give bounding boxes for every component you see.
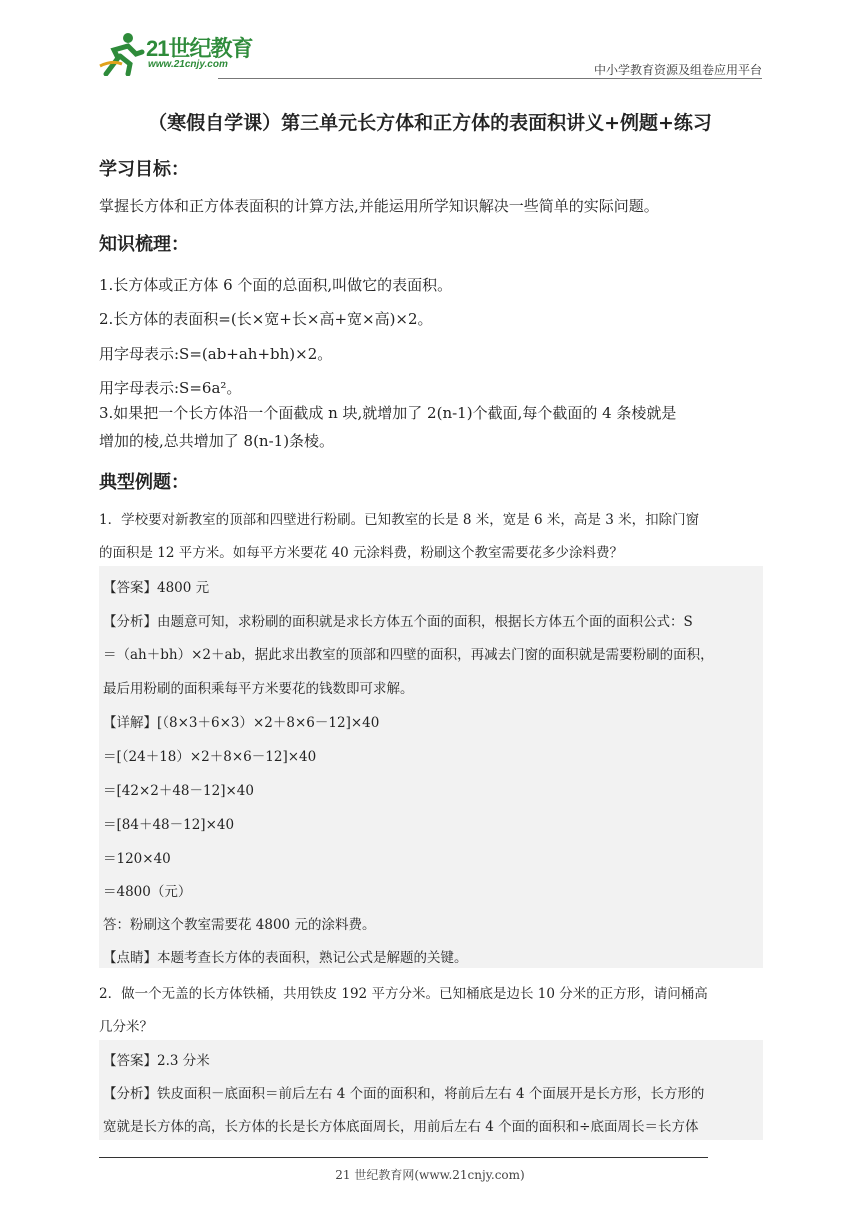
- question-1-line-2: 的面积是 12 平方米。如每平方米要花 40 元涂料费，粉刷这个教室需要花多少涂料费？: [99, 545, 624, 561]
- header-platform-text: 中小学教育资源及组卷应用平台: [593, 63, 762, 77]
- detail-1-line-3: ＝[42×2＋48－12]×40: [103, 783, 254, 799]
- detail-1-line-5: ＝120×40: [103, 851, 171, 867]
- knowledge-heading: 知识梳理：: [99, 234, 189, 255]
- footer-text: 21 世纪教育网(www.21cnjy.com): [335, 1168, 525, 1182]
- detail-1-line-6: ＝4800（元）: [103, 884, 192, 900]
- detail-1-conclusion: 答：粉刷这个教室需要花 4800 元的涂料费。: [103, 917, 376, 933]
- examples-heading: 典型例题：: [99, 472, 189, 493]
- footer-divider: [99, 1157, 708, 1158]
- analysis-1-line-2: ＝（ah＋bh）×2＋ab，据此求出教室的顶部和四壁的面积，再减去门窗的面积就是需要粉刷的面积，: [103, 647, 714, 663]
- detail-1-line-4: ＝[84＋48－12]×40: [103, 817, 235, 833]
- question-2-line-2: 几分米？: [99, 1019, 153, 1035]
- knowledge-line-3: 用字母表示:S=(ab+ah+bh)×2。: [99, 345, 333, 363]
- detail-1-line-2: ＝[（24＋18）×2＋8×6－12]×40: [103, 749, 317, 765]
- answer-2: 【答案】2.3 分米: [103, 1053, 210, 1069]
- header-divider: [218, 78, 762, 79]
- knowledge-line-4: 用字母表示:S=6a²。: [99, 379, 242, 397]
- runner-icon: [98, 30, 146, 76]
- logo-text: 21世纪教育: [146, 36, 253, 61]
- answer-1: 【答案】4800 元: [103, 580, 210, 596]
- analysis-2-line-2: 宽就是长方体的高，长方体的长是长方体底面周长，用前后左右 4 个面的面积和÷底面周长＝长方体: [103, 1119, 699, 1135]
- logo-url: www.21cnjy.com: [148, 59, 228, 70]
- analysis-1-line-1: 【分析】由题意可知，求粉刷的面积就是求长方体五个面的面积，根据长方体五个面的面积公式：S: [103, 614, 693, 630]
- goal-text: 掌握长方体和正方体表面积的计算方法,并能运用所学知识解决一些简单的实际问题。: [99, 197, 659, 215]
- knowledge-line-5b: 增加的棱,总共增加了 8(n-1)条棱。: [99, 432, 335, 450]
- site-logo: [98, 30, 268, 78]
- analysis-1-line-3: 最后用粉刷的面积乘每平方米要花的钱数即可求解。: [103, 681, 414, 697]
- knowledge-line-1: 1.长方体或正方体 6 个面的总面积,叫做它的表面积。: [99, 276, 453, 294]
- page-title: （寒假自学课）第三单元长方体和正方体的表面积讲义+例题+练习: [148, 112, 712, 134]
- knowledge-line-5a: 3.如果把一个长方体沿一个面截成 n 块,就增加了 2(n-1)个截面,每个截面的 4 条棱就是: [99, 404, 677, 422]
- knowledge-line-2: 2.长方体的表面积=(长×宽+长×高+宽×高)×2。: [99, 310, 433, 328]
- page-header: [98, 30, 762, 80]
- goal-heading: 学习目标：: [99, 159, 189, 180]
- detail-1-line-1: 【详解】[（8×3＋6×3）×2＋8×6－12]×40: [103, 715, 380, 731]
- question-1-line-1: 1．学校要对新教室的顶部和四壁进行粉刷。已知教室的长是 8 米，宽是 6 米，高是 3 米，扣除门窗: [99, 512, 700, 528]
- analysis-2-line-1: 【分析】铁皮面积－底面积＝前后左右 4 个面的面积和，将前后左右 4 个面展开是长方形，长方形的: [103, 1086, 705, 1102]
- question-2-line-1: 2．做一个无盖的长方体铁桶，共用铁皮 192 平方分米。已知桶底是边长 10 分米的正方形，请问桶高: [99, 986, 708, 1002]
- comment-1: 【点睛】本题考查长方体的表面积，熟记公式是解题的关键。: [103, 950, 468, 966]
